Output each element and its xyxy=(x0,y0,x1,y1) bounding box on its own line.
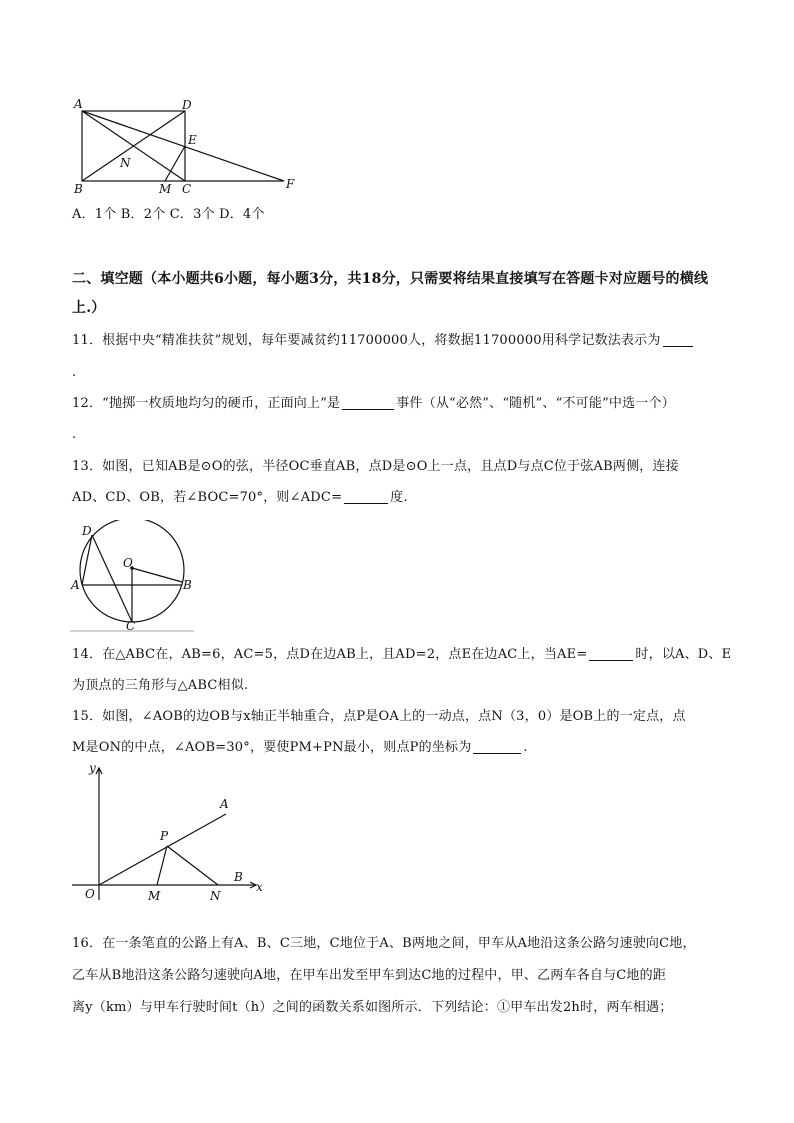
label-N: N xyxy=(120,156,131,170)
q13-line1: 13．如图，已知AB是⊙O的弦，半径OC垂直AB，点D是⊙O上一点，且点D与点C位于弦AB两侧，连接 xyxy=(72,459,679,474)
label-A: A xyxy=(71,578,80,592)
q14-answer-blank[interactable] xyxy=(589,646,633,661)
q12-line1 xyxy=(72,394,675,414)
q15-l2-post: . xyxy=(523,740,528,755)
label-D: D xyxy=(182,98,192,112)
q15-line2 xyxy=(72,738,528,758)
q11-line1 xyxy=(72,331,695,351)
seg-pn xyxy=(167,846,218,885)
label-C: C xyxy=(182,182,192,196)
ray-oa xyxy=(99,814,226,885)
label-D: D xyxy=(82,524,92,538)
q14-l1-post: 时，以A、D、E xyxy=(635,647,732,662)
label-x: x xyxy=(256,880,263,894)
seg-ob xyxy=(132,568,182,582)
label-B: B xyxy=(234,870,243,884)
q15-figure xyxy=(68,760,268,905)
line-af xyxy=(82,111,284,181)
section-heading-cont: 上.） xyxy=(72,300,106,316)
q15-l2-pre: M是ON的中点，∠AOB=30°，要使PM+PN最小，则点P的坐标为 xyxy=(72,740,472,755)
label-M: M xyxy=(159,182,172,196)
label-N: N xyxy=(210,889,221,903)
label-O: O xyxy=(85,887,95,901)
label-B: B xyxy=(74,182,83,196)
label-B: B xyxy=(183,578,192,592)
q13-line2 xyxy=(72,488,408,508)
q12-answer-blank[interactable] xyxy=(342,395,394,410)
q14-line1 xyxy=(72,645,731,665)
q16-line2: 乙车从B地沿这条公路匀速驶向A地，在甲车出发至甲车到达C地的过程中，甲、乙两车各自与C地的距 xyxy=(72,968,667,983)
q13-l2-post: 度. xyxy=(390,490,408,505)
label-A: A xyxy=(220,797,229,811)
q15-answer-blank[interactable] xyxy=(473,739,521,754)
q10-options: A．1个 B．2个 C．3个 D．4个 xyxy=(72,207,265,222)
q11-answer-blank[interactable] xyxy=(663,332,693,347)
q16-line1: 16．在一条笔直的公路上有A、B、C三地，C地位于A、B两地之间，甲车从A地沿这条公路匀速驶向C地， xyxy=(72,936,696,951)
q14-line2: 为顶点的三角形与△ABC相似. xyxy=(72,678,249,693)
q11-text: 11．根据中央“精准扶贫”规划，每年要减贫约11700000人，将数据11700000用科学记数法表示为 xyxy=(72,333,661,348)
q12-post: 事件（从“必然”、“随机”、“不可能”中选一个） xyxy=(396,396,675,411)
q12-pre: 12．“抛掷一枚质地均匀的硬币，正面向上”是 xyxy=(72,396,341,411)
q12-cont: . xyxy=(72,427,77,442)
label-A: A xyxy=(74,97,83,111)
label-P: P xyxy=(160,829,169,843)
seg-da xyxy=(82,535,92,585)
q10-figure xyxy=(70,96,310,196)
label-O: O xyxy=(123,556,133,570)
label-C: C xyxy=(126,619,136,633)
q15-line1: 15．如图，∠AOB的边OB与x轴正半轴重合，点P是OA上的一动点，点N（3，0）是OB上的一定点，点 xyxy=(72,709,686,724)
label-F: F xyxy=(286,177,295,191)
q13-figure xyxy=(68,520,198,635)
line-me xyxy=(165,146,185,181)
q13-l2-pre: AD、CD、OB，若∠BOC=70°，则∠ADC= xyxy=(72,490,343,505)
label-M: M xyxy=(148,889,161,903)
q16-line3: 离y（km）与甲车行驶时间t（h）之间的函数关系如图所示．下列结论：①甲车出发2h时，两车相遇； xyxy=(72,1000,673,1015)
section-heading: 二、填空题（本小题共6小题，每小题3分，共18分，只需要将结果直接填写在答题卡对应题号的横线 xyxy=(72,271,709,287)
q11-cont: . xyxy=(72,365,77,380)
label-E: E xyxy=(188,133,197,147)
q13-answer-blank[interactable] xyxy=(344,489,388,504)
label-y: y xyxy=(89,761,96,775)
q14-l1-pre: 14．在△ABC在，AB=6，AC=5，点D在边AB上，且AD=2，点E在边AC上，当AE= xyxy=(72,647,588,662)
